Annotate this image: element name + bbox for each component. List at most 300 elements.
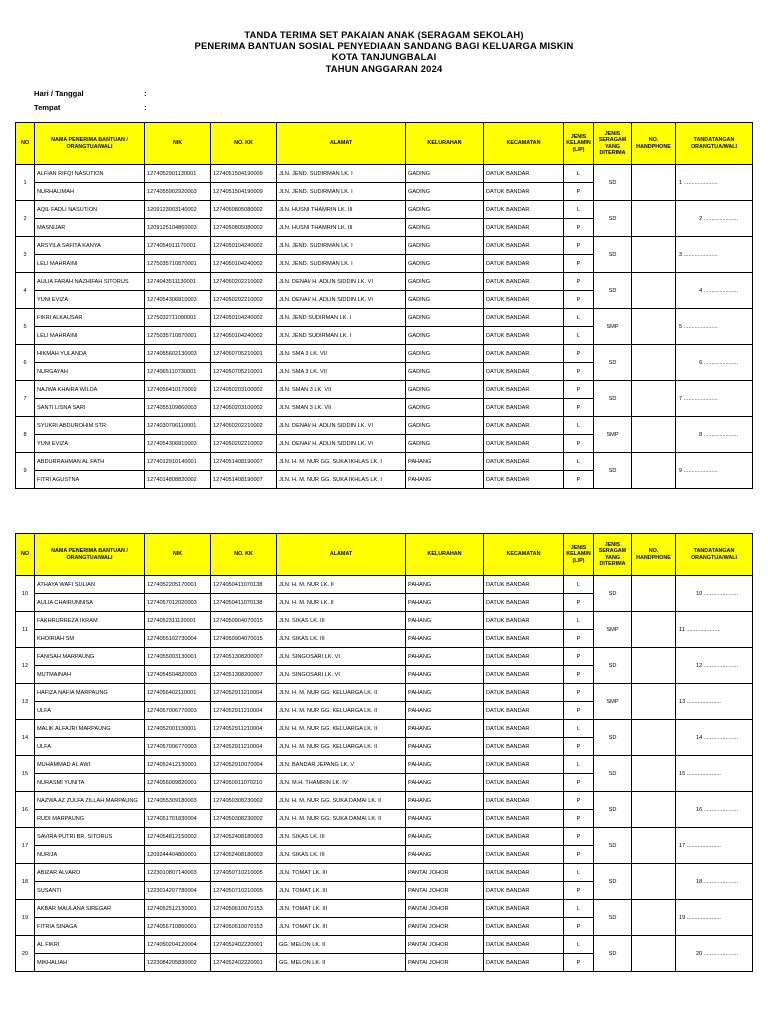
table-row <box>16 576 753 594</box>
gender-cell: P <box>564 846 594 864</box>
kk-cell: 1274050411070138 <box>211 594 277 612</box>
gender-cell: P <box>564 435 594 453</box>
table-row <box>16 720 753 738</box>
kelurahan-cell: PAHANG <box>406 828 484 846</box>
kecamatan-cell: DATUK BANDAR <box>484 630 564 648</box>
recipient-name: FAKHRURREZA IKRAM <box>35 612 145 630</box>
phone-cell <box>632 453 676 489</box>
address-cell: JLN. SMA 3 LK. VII <box>277 345 406 363</box>
kk-cell: 1274050202210002 <box>211 273 277 291</box>
kecamatan-cell: DATUK BANDAR <box>484 936 564 954</box>
nik-cell: 1274052901130001 <box>145 165 211 183</box>
uniform-type-cell: SD <box>594 273 632 309</box>
address-cell: JLN. JEND. SUDIRMAN LK. I <box>277 237 406 255</box>
table-row <box>16 381 753 399</box>
kk-cell: 1274050308230002 <box>211 792 277 810</box>
kecamatan-cell: DATUK BANDAR <box>484 702 564 720</box>
recipient-name: NAZWA AZ ZULFA ZILLAH MARPAUNG <box>35 792 145 810</box>
kelurahan-cell: PAHANG <box>406 792 484 810</box>
title-line-3: KOTA TANJUNGBALAI <box>331 51 437 63</box>
kk-cell: 1274050202210002 <box>211 417 277 435</box>
nik-cell: 1274056710860001 <box>145 918 211 936</box>
kk-cell: 1274052911210004 <box>211 738 277 756</box>
kelurahan-cell: GADING <box>406 435 484 453</box>
column-header-kecamatan: KECAMATAN <box>484 534 564 576</box>
nik-cell: 1274050204120004 <box>145 936 211 954</box>
recipient-name: AQIL FADLI NASUTION <box>35 201 145 219</box>
phone-cell <box>632 345 676 381</box>
nik-cell: 1223084205830002 <box>145 954 211 972</box>
kk-cell: 1274050104240002 <box>211 237 277 255</box>
signature-cell: 20 ...................... <box>676 936 753 972</box>
recipient-name: FITRIA SINAGA <box>35 918 145 936</box>
signature-cell: 19 ...................... <box>676 900 753 936</box>
column-header-nama: NAMA PENERIMA BANTUAN / ORANGTUA/WALI <box>35 123 145 165</box>
kecamatan-cell: DATUK BANDAR <box>484 576 564 594</box>
signature-cell: 5 ...................... <box>676 309 753 345</box>
kelurahan-cell: PAHANG <box>406 738 484 756</box>
recipient-name: MUTMAINAH <box>35 666 145 684</box>
gender-cell: P <box>564 792 594 810</box>
kelurahan-cell: PAHANG <box>406 810 484 828</box>
address-cell: JLN. BANDAR JEPANG LK. V <box>277 756 406 774</box>
header-row <box>16 123 753 165</box>
row-number: 3 <box>16 237 35 273</box>
kelurahan-cell: GADING <box>406 255 484 273</box>
uniform-type-cell: SD <box>594 201 632 237</box>
row-number: 10 <box>16 576 35 612</box>
kecamatan-cell: DATUK BANDAR <box>484 345 564 363</box>
kecamatan-cell: DATUK BANDAR <box>484 612 564 630</box>
recipient-name: RUDI MARPAUNG <box>35 810 145 828</box>
signature-cell: 1 ...................... <box>676 165 753 201</box>
gender-cell: P <box>564 684 594 702</box>
nik-cell: 1274054504820003 <box>145 666 211 684</box>
kk-cell: 1274051408190007 <box>211 471 277 489</box>
column-header-kk: NO. KK <box>211 534 277 576</box>
recipient-name: ALFIAN RIFQI NASUTION <box>35 165 145 183</box>
recipient-name: MASNIJAR <box>35 219 145 237</box>
nik-cell: 1209123003140002 <box>145 201 211 219</box>
address-cell: JLN. DENAI/ H. ADLIN SIDDIN LK. VI <box>277 273 406 291</box>
nik-cell: 1274054306810003 <box>145 291 211 309</box>
nik-cell: 1274055602130003 <box>145 345 211 363</box>
address-cell: JLN. JEND SUDIRMAN LK. I <box>277 309 406 327</box>
phone-cell <box>632 381 676 417</box>
kelurahan-cell: PAHANG <box>406 684 484 702</box>
table-row <box>16 612 753 630</box>
signature-cell: 8 ...................... <box>676 417 753 453</box>
address-cell: JLN. H. M. NUR GG. KELUARGA LK. II <box>277 720 406 738</box>
nik-cell: 1275032711090001 <box>145 309 211 327</box>
signature-cell: 2 ...................... <box>676 201 753 237</box>
recipient-name: SYUKRI ABDUROHIM STR <box>35 417 145 435</box>
kecamatan-cell: DATUK BANDAR <box>484 399 564 417</box>
nik-cell: 1274055109860003 <box>145 399 211 417</box>
nik-cell: 1274052512130001 <box>145 900 211 918</box>
nik-cell: 1209244404800001 <box>145 846 211 864</box>
kelurahan-cell: PAHANG <box>406 471 484 489</box>
address-cell: JLN. HUSNI THAMRIN LK. III <box>277 201 406 219</box>
column-header-jk: JENIS KELAMIN (L/P) <box>564 123 594 165</box>
address-cell: JLN. TOMAT LK. III <box>277 900 406 918</box>
nik-cell: 1274052311120001 <box>145 612 211 630</box>
gender-cell: L <box>564 417 594 435</box>
kk-cell: 1274050610070153 <box>211 918 277 936</box>
kelurahan-cell: PAHANG <box>406 702 484 720</box>
gender-cell: L <box>564 936 594 954</box>
kk-cell: 1274051408190007 <box>211 453 277 471</box>
signature-cell: 16 ...................... <box>676 792 753 828</box>
table-row <box>16 345 753 363</box>
recipient-name: SAVIRA PUTRI BR. SITORUS <box>35 828 145 846</box>
kecamatan-cell: DATUK BANDAR <box>484 435 564 453</box>
phone-cell <box>632 612 676 648</box>
kecamatan-cell: DATUK BANDAR <box>484 237 564 255</box>
signature-cell: 17 ...................... <box>676 828 753 864</box>
date-colon: : <box>144 89 147 98</box>
row-number: 14 <box>16 720 35 756</box>
kecamatan-cell: DATUK BANDAR <box>484 666 564 684</box>
kelurahan-cell: GADING <box>406 309 484 327</box>
recipient-name: LELI MAHRAINI <box>35 255 145 273</box>
address-cell: JLN. HUSNI THAMRIN LK. III <box>277 219 406 237</box>
address-cell: JLN. H. M. NUR GG. KELUARGA LK. II <box>277 702 406 720</box>
uniform-type-cell: SD <box>594 900 632 936</box>
uniform-type-cell: SMP <box>594 684 632 720</box>
column-header-nama: NAMA PENERIMA BANTUAN / ORANGTUA/WALI <box>35 534 145 576</box>
uniform-type-cell: SD <box>594 648 632 684</box>
nik-cell: 1223010807140003 <box>145 864 211 882</box>
nik-cell: 1274056009820001 <box>145 774 211 792</box>
kk-cell: 1274052911210004 <box>211 720 277 738</box>
nik-cell: 1223014207780004 <box>145 882 211 900</box>
title-line-1: TANDA TERIMA SET PAKAIAN ANAK (SERAGAM SEKOLAH) <box>244 29 524 40</box>
recipient-name: FIKRI ALKAUSAR <box>35 309 145 327</box>
uniform-type-cell: SD <box>594 453 632 489</box>
header-row <box>16 534 753 576</box>
signature-cell: 10 ...................... <box>676 576 753 612</box>
kk-cell: 1274050202210002 <box>211 435 277 453</box>
table-row <box>16 936 753 954</box>
signature-cell: 9 ...................... <box>676 453 753 489</box>
phone-cell <box>632 792 676 828</box>
kelurahan-cell: GADING <box>406 219 484 237</box>
kk-cell: 1274050705210001 <box>211 345 277 363</box>
recipient-name: ARSYILA SAFITA KANYA <box>35 237 145 255</box>
address-cell: JLN. SMA 3 LK. VII <box>277 363 406 381</box>
row-number: 17 <box>16 828 35 864</box>
recipient-name: KHOIRIAH SM <box>35 630 145 648</box>
nik-cell: 1274054812150002 <box>145 828 211 846</box>
recipient-name: ATHAYA WAFI SULIAN <box>35 576 145 594</box>
kk-cell: 1274050104240002 <box>211 255 277 273</box>
phone-cell <box>632 756 676 792</box>
kk-cell: 1274051308200007 <box>211 648 277 666</box>
nik-cell: 1274057006770003 <box>145 702 211 720</box>
kecamatan-cell: DATUK BANDAR <box>484 684 564 702</box>
kk-cell: 1274050202210002 <box>211 291 277 309</box>
column-header-seragam: JENIS SERAGAM YANG DITERIMA <box>594 534 632 576</box>
address-cell: JLN. SINGOSARI LK. VI <box>277 648 406 666</box>
address-cell: JLN. SIKAS LK. III <box>277 630 406 648</box>
nik-cell: 1274057006770003 <box>145 738 211 756</box>
recipient-name: SANTI LISNA SARI <box>35 399 145 417</box>
recipient-name: ULFA <box>35 702 145 720</box>
gender-cell: P <box>564 828 594 846</box>
table-row <box>16 864 753 882</box>
uniform-type-cell: SD <box>594 936 632 972</box>
uniform-type-cell: SD <box>594 828 632 864</box>
signature-cell: 15 ...................... <box>676 756 753 792</box>
address-cell: JLN. H. M. NUR GG. SUKA IKHLAS LK. I <box>277 471 406 489</box>
kecamatan-cell: DATUK BANDAR <box>484 918 564 936</box>
address-cell: JLN. JEND SUDIRMAN LK. I <box>277 327 406 345</box>
signature-cell: 4 ...................... <box>676 273 753 309</box>
row-number: 2 <box>16 201 35 237</box>
signature-cell: 7 ...................... <box>676 381 753 417</box>
title-line-4: TAHUN ANGGARAN 2024 <box>325 62 443 74</box>
column-header-ttd: TANDATANGAN ORANGTUA/WALI <box>676 534 753 576</box>
kelurahan-cell: GADING <box>406 345 484 363</box>
nik-cell: 1274043511130001 <box>145 273 211 291</box>
address-cell: JLN. SMAN 3 LK. VII <box>277 381 406 399</box>
phone-cell <box>632 417 676 453</box>
gender-cell: P <box>564 291 594 309</box>
kecamatan-cell: DATUK BANDAR <box>484 381 564 399</box>
kelurahan-cell: PAHANG <box>406 846 484 864</box>
uniform-type-cell: SMP <box>594 417 632 453</box>
uniform-type-cell: SD <box>594 864 632 900</box>
column-header-hp: NO. HANDPHONE <box>632 534 676 576</box>
kk-cell: 1274052911210004 <box>211 684 277 702</box>
address-cell: JLN. H. M. NUR LK. II <box>277 594 406 612</box>
nik-cell: 1274054306810003 <box>145 435 211 453</box>
kk-cell: 1274052402220001 <box>211 936 277 954</box>
kelurahan-cell: GADING <box>406 399 484 417</box>
gender-cell: P <box>564 882 594 900</box>
column-header-kecamatan: KECAMATAN <box>484 123 564 165</box>
signature-cell: 13 ...................... <box>676 684 753 720</box>
row-number: 12 <box>16 648 35 684</box>
nik-cell: 1274052205170001 <box>145 576 211 594</box>
nik-cell: 1209125104860003 <box>145 219 211 237</box>
recipient-name: FITRI AGUSTNA <box>35 471 145 489</box>
row-number: 4 <box>16 273 35 309</box>
column-header-alamat: ALAMAT <box>277 534 406 576</box>
gender-cell: L <box>564 720 594 738</box>
title-line-2: PENERIMA BANTUAN SOSIAL PENYEDIAAN SANDANG BAGI KELUARGA MISKIN <box>194 40 574 52</box>
recipient-name: NURHALIMAH <box>35 183 145 201</box>
address-cell: JLN. TOMAT LK. III <box>277 918 406 936</box>
document-header <box>0 29 768 74</box>
address-cell: JLN. SINGOSARI LK. VI <box>277 666 406 684</box>
address-cell: JLN. SIKAS LK. III <box>277 828 406 846</box>
column-header-kk: NO. KK <box>211 123 277 165</box>
row-number: 7 <box>16 381 35 417</box>
kelurahan-cell: GADING <box>406 237 484 255</box>
gender-cell: P <box>564 954 594 972</box>
row-number: 19 <box>16 900 35 936</box>
address-cell: JLN. DENAI/ H. ADLIN SIDDIN LK. VI <box>277 291 406 309</box>
phone-cell <box>632 720 676 756</box>
phone-cell <box>632 201 676 237</box>
kecamatan-cell: DATUK BANDAR <box>484 453 564 471</box>
kecamatan-cell: DATUK BANDAR <box>484 471 564 489</box>
signature-cell: 14 ...................... <box>676 720 753 756</box>
gender-cell: P <box>564 381 594 399</box>
kelurahan-cell: PAHANG <box>406 666 484 684</box>
recipient-name: NURIJA <box>35 846 145 864</box>
nik-cell: 1274055102730004 <box>145 630 211 648</box>
gender-cell: P <box>564 183 594 201</box>
table-row <box>16 417 753 435</box>
recipient-name: NURGAYAH <box>35 363 145 381</box>
kecamatan-cell: DATUK BANDAR <box>484 273 564 291</box>
kecamatan-cell: DATUK BANDAR <box>484 165 564 183</box>
phone-cell <box>632 273 676 309</box>
kk-cell: 1274052911210004 <box>211 702 277 720</box>
recipient-name: AULIA FARAH NAZHIFAH SITORUS <box>35 273 145 291</box>
address-cell: JLN. JEND. SUDIRMAN LK. I <box>277 183 406 201</box>
kk-cell: 1274052910070004 <box>211 756 277 774</box>
table-row <box>16 792 753 810</box>
address-cell: JLN. H. M. NUR GG. SUKA DAMAI LK. II <box>277 792 406 810</box>
kk-cell: 1274050705210001 <box>211 363 277 381</box>
kelurahan-cell: PAHANG <box>406 648 484 666</box>
column-header-hp: NO. HANDPHONE <box>632 123 676 165</box>
uniform-type-cell: SMP <box>594 309 632 345</box>
table-row <box>16 684 753 702</box>
gender-cell: L <box>564 612 594 630</box>
gender-cell: L <box>564 309 594 327</box>
column-header-no: NO <box>16 534 35 576</box>
recipient-name: AL FIKRI <box>35 936 145 954</box>
recipient-name: ULFA <box>35 738 145 756</box>
address-cell: JLN. JEND. SUDIRMAN LK. I <box>277 165 406 183</box>
kelurahan-cell: PAHANG <box>406 720 484 738</box>
uniform-type-cell: SD <box>594 576 632 612</box>
uniform-type-cell: SD <box>594 345 632 381</box>
recipient-name: HIKMAH YULANDA <box>35 345 145 363</box>
kecamatan-cell: DATUK BANDAR <box>484 900 564 918</box>
phone-cell <box>632 936 676 972</box>
recipient-table-page-2 <box>15 533 753 972</box>
kecamatan-cell: DATUK BANDAR <box>484 810 564 828</box>
gender-cell: P <box>564 594 594 612</box>
nik-cell: 1274051701830004 <box>145 810 211 828</box>
table-row <box>16 756 753 774</box>
kk-cell: 1274050104240002 <box>211 309 277 327</box>
table-row <box>16 165 753 183</box>
column-header-ttd: TANDATANGAN ORANGTUA/WALI <box>676 123 753 165</box>
recipient-name: ABIZAR ALVARO <box>35 864 145 882</box>
gender-cell: P <box>564 666 594 684</box>
row-number: 20 <box>16 936 35 972</box>
signature-cell: 11 ...................... <box>676 612 753 648</box>
kecamatan-cell: DATUK BANDAR <box>484 183 564 201</box>
address-cell: JLN. DENAI/ H. ADLIN SIDDIN LK. VI <box>277 417 406 435</box>
gender-cell: L <box>564 453 594 471</box>
kecamatan-cell: DATUK BANDAR <box>484 864 564 882</box>
nik-cell: 1274052412130001 <box>145 756 211 774</box>
kelurahan-cell: PANTAI JOHOR <box>406 918 484 936</box>
table-row <box>16 309 753 327</box>
column-header-jk: JENIS KELAMIN (L/P) <box>564 534 594 576</box>
kk-cell: 1274052408180003 <box>211 846 277 864</box>
recipient-name: HAFIZA NAFIA MARPAUNG <box>35 684 145 702</box>
gender-cell: P <box>564 273 594 291</box>
date-label: Hari / Tanggal <box>34 89 84 98</box>
address-cell: JLN. M.H. THAMRIN LK. IV <box>277 774 406 792</box>
address-cell: GG. MELON LK. II <box>277 954 406 972</box>
recipient-name: MALIK ALFAJRI MARPAUNG <box>35 720 145 738</box>
recipient-name: NURASMI YUNITA <box>35 774 145 792</box>
address-cell: JLN. TOMAT LK. III <box>277 864 406 882</box>
table-row <box>16 237 753 255</box>
kecamatan-cell: DATUK BANDAR <box>484 756 564 774</box>
phone-cell <box>632 309 676 345</box>
address-cell: JLN. TOMAT LK. III <box>277 882 406 900</box>
kk-cell: 1274050203100002 <box>211 399 277 417</box>
kecamatan-cell: DATUK BANDAR <box>484 255 564 273</box>
phone-cell <box>632 165 676 201</box>
kelurahan-cell: GADING <box>406 291 484 309</box>
address-cell: JLN. H. M. NUR GG. SUKA IKHLAS LK. I <box>277 453 406 471</box>
column-header-alamat: ALAMAT <box>277 123 406 165</box>
address-cell: GG. MELON LK. II <box>277 936 406 954</box>
gender-cell: P <box>564 738 594 756</box>
uniform-type-cell: SD <box>594 792 632 828</box>
uniform-type-cell: SD <box>594 165 632 201</box>
kelurahan-cell: PAHANG <box>406 630 484 648</box>
kecamatan-cell: DATUK BANDAR <box>484 594 564 612</box>
phone-cell <box>632 576 676 612</box>
address-cell: JLN. SIKAS LK. III <box>277 846 406 864</box>
phone-cell <box>632 900 676 936</box>
gender-cell: P <box>564 345 594 363</box>
gender-cell: L <box>564 327 594 345</box>
recipient-name: LELI MAHRAINI <box>35 327 145 345</box>
nik-cell: 1274056410170002 <box>145 381 211 399</box>
kelurahan-cell: PAHANG <box>406 594 484 612</box>
gender-cell: L <box>564 864 594 882</box>
uniform-type-cell: SD <box>594 756 632 792</box>
gender-cell: L <box>564 576 594 594</box>
gender-cell: L <box>564 201 594 219</box>
kk-cell: 1274050308230002 <box>211 810 277 828</box>
recipient-name: SUSANTI <box>35 882 145 900</box>
gender-cell: L <box>564 756 594 774</box>
nik-cell: 1274054911170001 <box>145 237 211 255</box>
kk-cell: 1274050805080002 <box>211 219 277 237</box>
phone-cell <box>632 828 676 864</box>
gender-cell: P <box>564 237 594 255</box>
phone-cell <box>632 237 676 273</box>
kk-cell: 1274050904070015 <box>211 612 277 630</box>
kelurahan-cell: GADING <box>406 417 484 435</box>
uniform-type-cell: SD <box>594 381 632 417</box>
kecamatan-cell: DATUK BANDAR <box>484 417 564 435</box>
gender-cell: P <box>564 810 594 828</box>
address-cell: JLN. H. M. NUR GG. SUKA DAMAI LK. II <box>277 810 406 828</box>
kelurahan-cell: GADING <box>406 183 484 201</box>
kecamatan-cell: DATUK BANDAR <box>484 792 564 810</box>
row-number: 1 <box>16 165 35 201</box>
gender-cell: P <box>564 648 594 666</box>
kk-cell: 1274050710210005 <box>211 864 277 882</box>
kelurahan-cell: GADING <box>406 381 484 399</box>
